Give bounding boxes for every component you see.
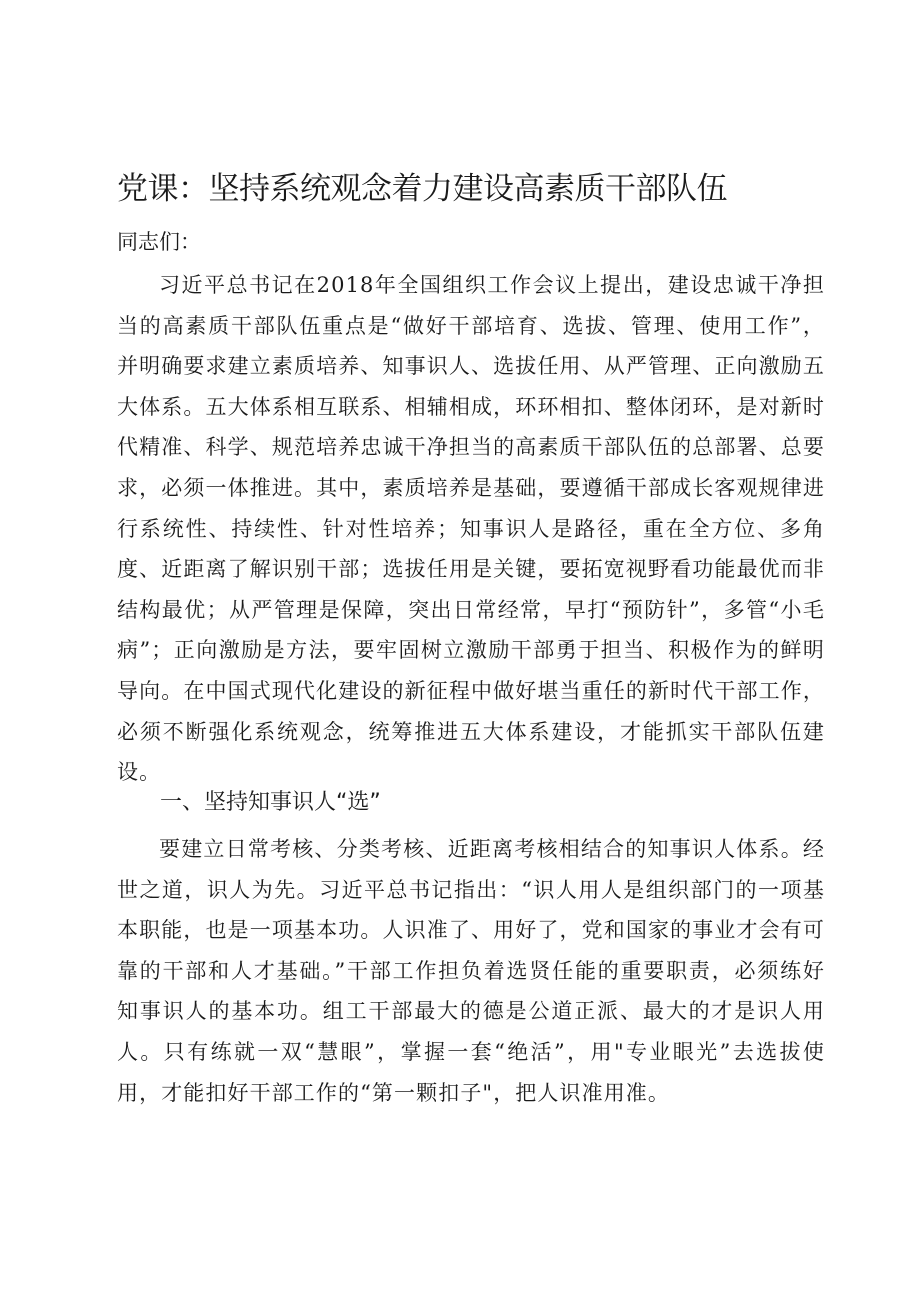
intro-paragraph: 习近平总书记在2018年全国组织工作会议上提出，建设忠诚干净担当的高素质干部队伍重点是“做好干部培育、选拔、管理、使用工作”，并明确要求建立素质培养、知事识人、选拔任用、从严管理、正向激励五大体系。五大体系相互联系、相辅相成，环环相扣、整体闭环，是对新时代精准、科学、规范培养忠诚干净担当的高素质干部队伍的总部署、总要求，必须一体推进。其中，素质培养是基础，要遵循干部成长客观规律进行系统性、持续性、针对性培养；知事识人是路径，重在全方位、多角度、近距离了解识别干部；选拔任用是关键，要拓宽视野看功能最优而非结构最优；从严管理是保障，突出日常经常，早打“预防针”，多管“小毛病”；正向激励是方法，要牢固树立激励干部勇于担当、积极作为的鲜明导向。在中国式现代化建设的新征程中做好堪当重任的新时代干部工作，必须不断强化系统观念，统筹推进五大体系建设，才能抓实干部队伍建设。 (117, 273, 825, 785)
section-paragraph: 要建立日常考核、分类考核、近距离考核相结合的知事识人体系。经世之道，识人为先。习近平总书记指出：“识人用人是组织部门的一项基本职能，也是一项基本功。人识准了、用好了，党和国家的事业才会有可靠的干部和人才基础。”干部工作担负着选贤任能的重要职责，必须练好知事识人的基本功。组工干部最大的德是公道正派、最大的才是识人用人。只有练就一双“慧眼”，掌握一套“绝活”，用"专业眼光”去选拔使用，才能扣好干部工作的“第一颗扣子"，把人识准用准。 (117, 837, 825, 1105)
section-heading: 一、坚持知事识人“选” (160, 790, 381, 815)
greeting-line: 同志们： (117, 230, 201, 254)
document-title: 党课：坚持系统观念着力建设高素质干部队伍 (117, 171, 727, 207)
